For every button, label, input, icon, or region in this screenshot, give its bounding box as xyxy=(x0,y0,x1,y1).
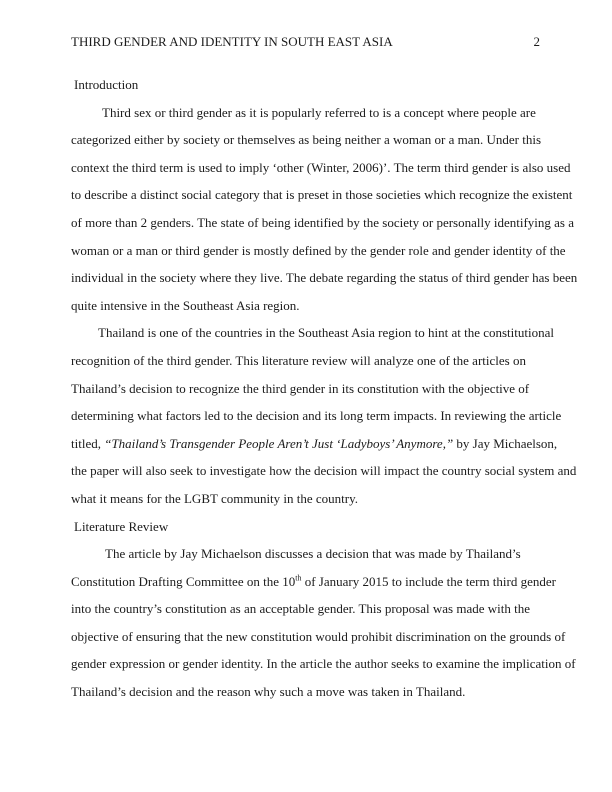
text-line: recognition of the third gender. This literature review will analyze one of the articles on xyxy=(71,352,526,368)
article-title-italic: “Thailand’s Transgender People Aren’t Just ‘Ladyboys’ Anymore,” xyxy=(104,435,454,451)
document-body xyxy=(71,71,578,706)
text-line: woman or a man or third gender is mostly defined by the gender role and gender identity of the xyxy=(71,242,566,258)
text-line: context the third term is used to imply ‘other (Winter, 2006)’. The term third gender is also used xyxy=(71,159,571,175)
date-line-post: of January 2015 to include the term third gender xyxy=(301,573,556,589)
text-line: quite intensive in the Southeast Asia region. xyxy=(71,297,300,313)
text-line: Thailand is one of the countries in the Southeast Asia region to hint at the constitutional xyxy=(98,325,554,341)
text-line: to describe a distinct social category that is preset in those societies which recognize the existent xyxy=(71,187,573,203)
date-line-pre: Constitution Drafting Committee on the 10 xyxy=(71,573,296,589)
section-heading-introduction: Introduction xyxy=(74,77,139,92)
text-line: what it means for the LGBT community in the country. xyxy=(71,490,359,506)
text-line: objective of ensuring that the new constitution would prohibit discrimination on the grounds of xyxy=(71,628,566,644)
title-line-pre: titled, xyxy=(71,435,105,451)
text-line: Thailand’s decision to recognize the third gender in its constitution with the objective of xyxy=(71,380,530,396)
section-heading-literature-review: Literature Review xyxy=(74,518,169,534)
text-line: The article by Jay Michaelson discusses a decision that was made by Thailand’s xyxy=(105,546,521,562)
ordinal-superscript: th xyxy=(295,573,302,583)
text-line: the paper will also seek to investigate how the decision will impact the country social system and xyxy=(71,463,577,479)
text-line: of more than 2 genders. The state of being identified by the society or personally identifying as a xyxy=(71,214,575,230)
title-line-post: by Jay Michaelson, xyxy=(453,435,558,451)
running-head-title: THIRD GENDER AND IDENTITY IN SOUTH EAST ASIA xyxy=(71,34,393,49)
text-line-article-title xyxy=(71,430,558,458)
text-line: into the country’s constitution as an acceptable gender. This proposal was made with the xyxy=(71,601,530,617)
text-line: categorized either by society or themselves as being neither a woman or a man. Under this xyxy=(71,132,542,148)
text-line: Thailand’s decision and the reason why such a move was taken in Thailand. xyxy=(71,684,466,700)
text-line-with-superscript xyxy=(71,568,556,596)
text-line: gender expression or gender identity. In the article the author seeks to examine the implication of xyxy=(71,656,576,672)
page-number: 2 xyxy=(533,34,540,49)
text-line: individual in the society where they live. The debate regarding the status of third gender has been xyxy=(71,270,578,286)
text-line: determining what factors led to the decision and its long term impacts. In reviewing the article xyxy=(71,408,562,424)
running-header xyxy=(71,35,540,49)
text-line: Third sex or third gender as it is popularly referred to is a concept where people are xyxy=(102,104,536,120)
